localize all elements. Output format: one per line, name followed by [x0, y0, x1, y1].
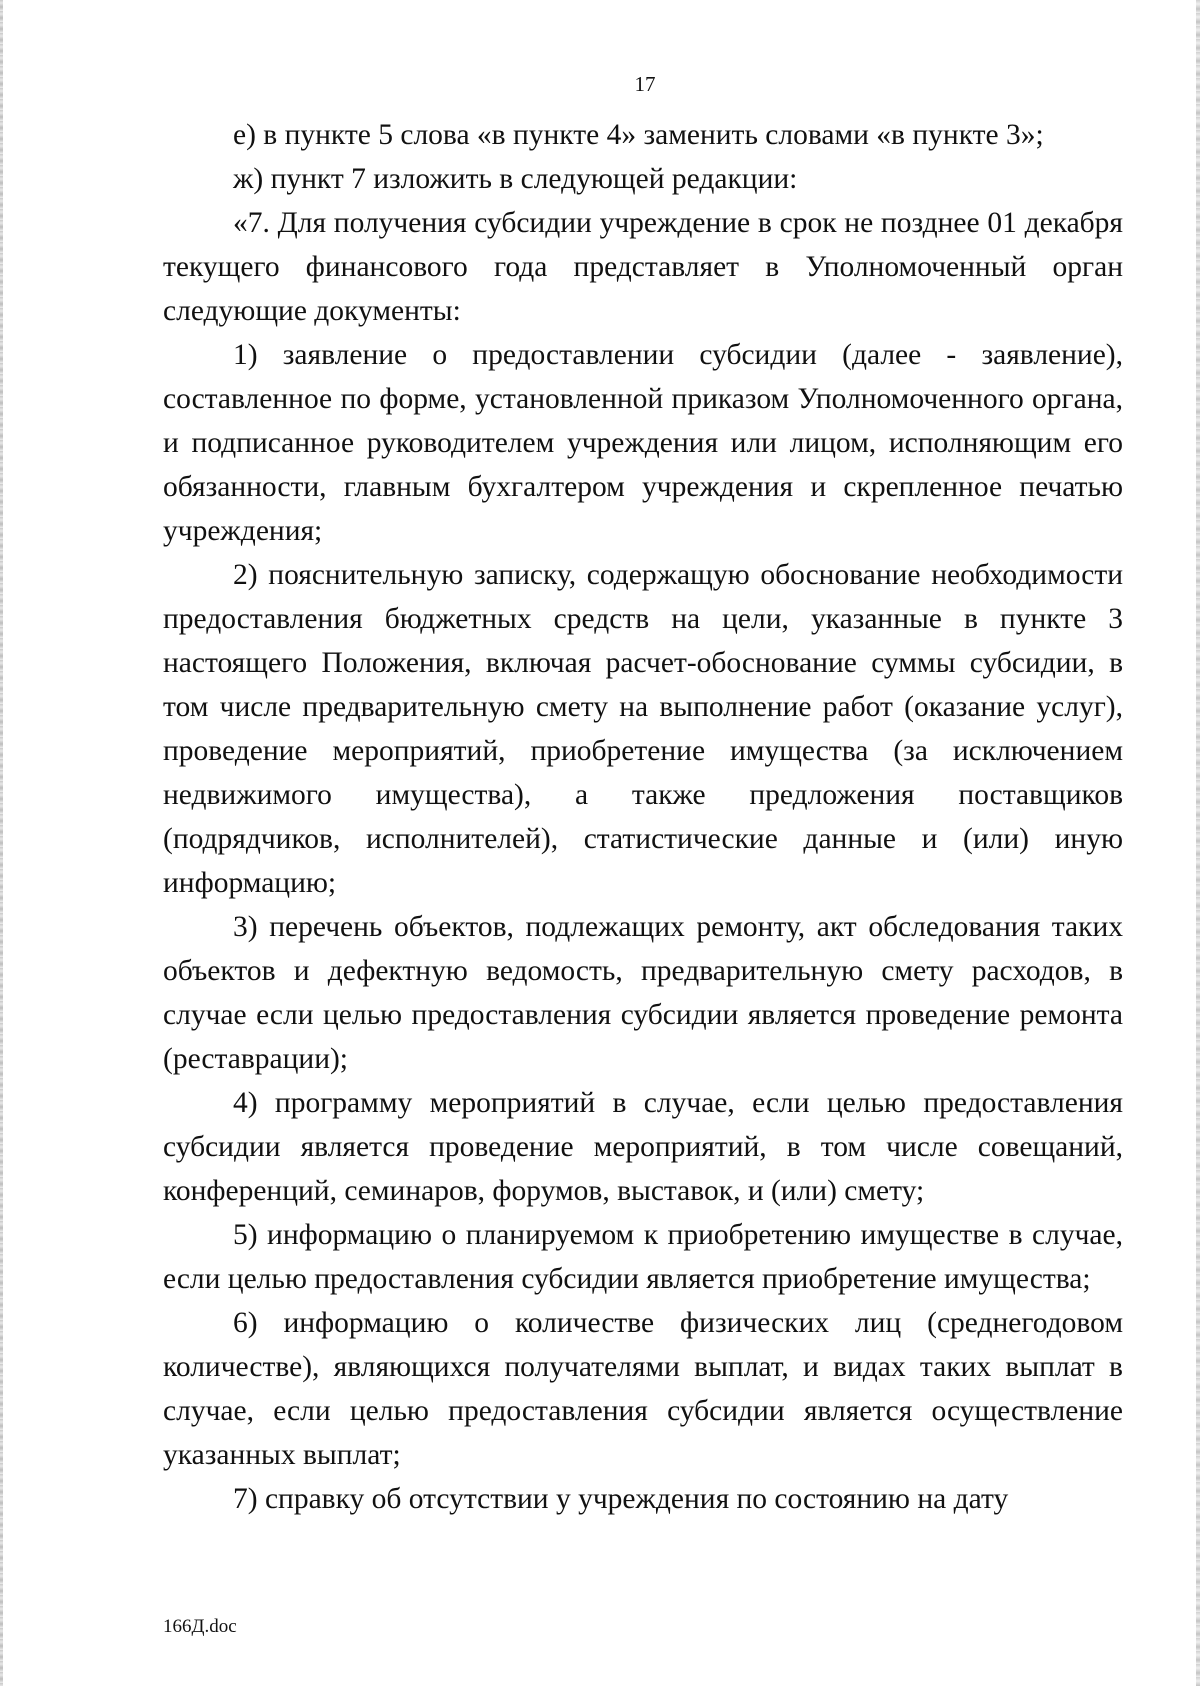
scan-edge-right [1196, 0, 1200, 1686]
paragraph-point-7: «7. Для получения субсидии учреждение в срок не позднее 01 декабря текущего финансового года представляет в Уполномоченный орган следующие документы: [163, 207, 1123, 327]
list-item-3: 3) перечень объектов, подлежащих ремонту, акт обследования таких объектов и дефектную ведомость, предварительную смету расходов, в случае если целью предоставления субсидии является проведение ремонта (реставрации); [163, 911, 1123, 1075]
list-item-1: 1) заявление о предоставлении субсидии (далее - заявление), составленное по форме, установленной приказом Уполномоченного органа, и подписанное руководителем учреждения или лицом, исполняющим его обязанности, главным бухгалтером учреждения и скрепленное печатью учреждения; [163, 339, 1123, 547]
list-item-5: 5) информацию о планируемом к приобретению имуществе в случае, если целью предоставления субсидии является приобретение имущества; [163, 1219, 1123, 1295]
list-item-2: 2) пояснительную записку, содержащую обоснование необходимости предоставления бюджетных средств на цели, указанные в пункте 3 настоящего Положения, включая расчет-обоснование суммы субсидии, в том числе предварительную смету на выполнение работ (оказание услуг), проведение мероприятий, приобретение имущества (за исключением недвижимого имущества), а также предложения поставщиков (подрядчиков, исполнителей), статистические данные и (или) иную информацию; [163, 559, 1123, 899]
paragraph-zh: ж) пункт 7 изложить в следующей редакции: [233, 163, 798, 195]
list-item-7: 7) справку об отсутствии у учреждения по состоянию на дату [233, 1483, 1009, 1515]
footer-file-code: 166Д.doc [163, 1616, 237, 1637]
page-number: 17 [634, 72, 656, 96]
list-item-4: 4) программу мероприятий в случае, если целью предоставления субсидии является проведение мероприятий, в том числе совещаний, конференций, семинаров, форумов, выставок, и (или) смету; [163, 1087, 1123, 1207]
list-item-6: 6) информацию о количестве физических лиц (среднегодовом количестве), являющихся получателями выплат, и видах таких выплат в случае, если целью предоставления субсидии является осуществление указанных выплат; [163, 1307, 1123, 1471]
scan-edge-left [0, 0, 3, 1686]
paragraph-e: е) в пункте 5 слова «в пункте 4» заменить словами «в пункте 3»; [233, 119, 1044, 151]
document-body [163, 113, 1123, 1521]
